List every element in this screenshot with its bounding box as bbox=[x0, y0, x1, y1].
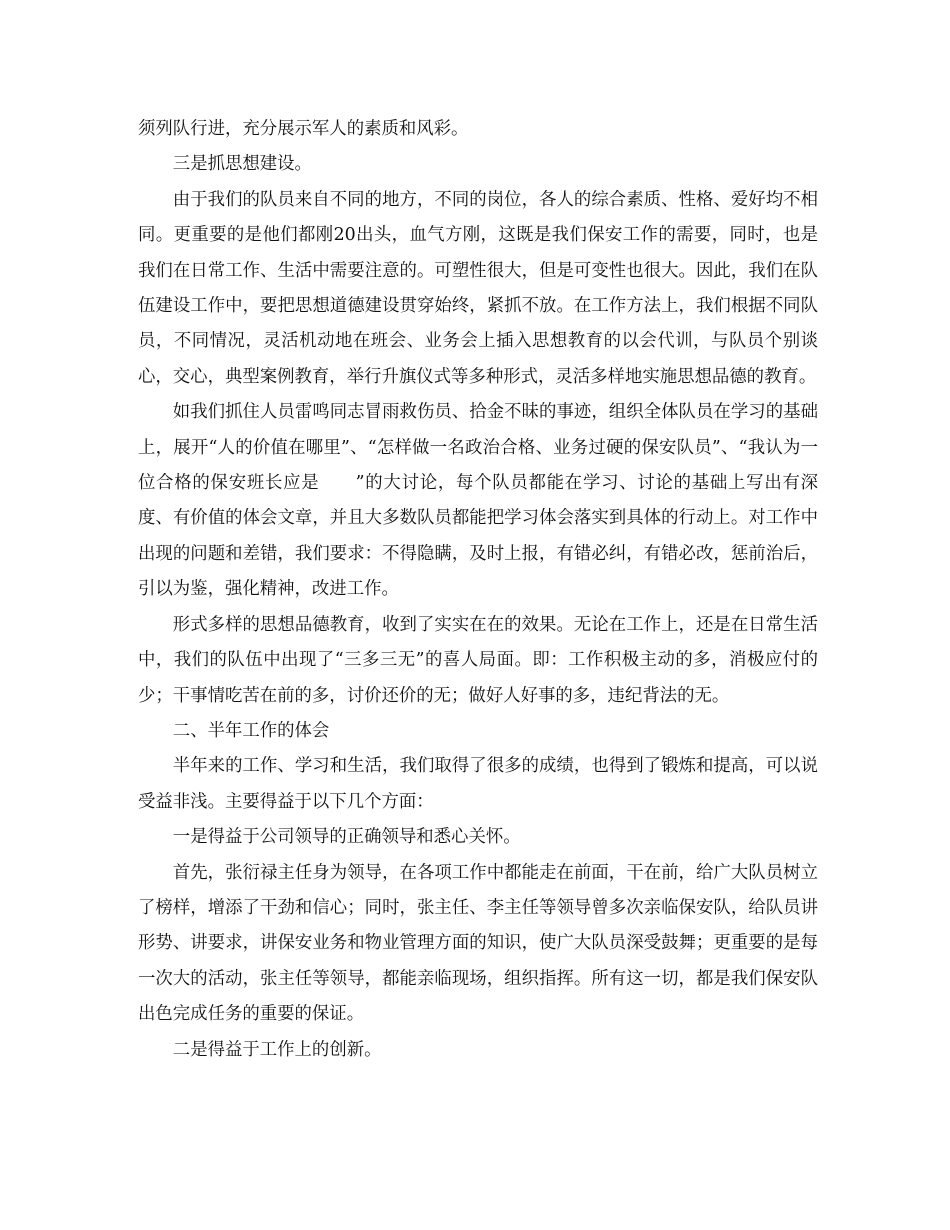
paragraph-heading-leadership: 一是得益于公司领导的正确领导和悉心关怀。 bbox=[172, 827, 521, 848]
paragraph: 首先，张衍禄主任身为领导，在各项工作中都能走在前面，干在前，给广大队员树立了榜样，增添了干劲和信心；同时，张主任、李主任等领导曾多次亲临保安队，给队员讲形势、讲要求，讲保安业务和物业管理方面的知识，使广大队员深受鼓舞；更重要的是每一次大的活动，张主任等领导，都能亲临现场，组织指挥。所有这一切，都是我们保安队出色完成任务的重要的保证。 bbox=[138, 862, 818, 1025]
paragraph-heading-innovation: 二是得益于工作上的创新。 bbox=[172, 1039, 382, 1060]
paragraph-heading-ideology: 三是抓思想建设。 bbox=[172, 154, 312, 175]
paragraph: 如我们抓住人员雷鸣同志冒雨救伤员、拾金不昧的事迹，组织全体队员在学习的基础上，展开“人的价值在哪里”、“怎样做一名政治合格、业务过硬的保安队员”、“我认为一位合格的保安班长应是 ”的大讨论，每个队员都能在学习、讨论的基础上写出有深度、有价值的体会文章，并且大多数队员都能把学习体会落实到具体的行动上。对工作中出现的问题和差错，我们要求：不得隐瞒，及时上报，有错必纠，有错必改，惩前治后，引以为鉴，强化精神，改进工作。 bbox=[138, 402, 818, 600]
document-body bbox=[138, 112, 818, 1068]
section-heading: 二、半年工作的体会 bbox=[172, 720, 330, 741]
paragraph-continuation: 须列队行进，充分展示军人的素质和风彩。 bbox=[138, 119, 469, 139]
paragraph: 由于我们的队员来自不同的地方，不同的岗位，各人的综合素质、性格、爱好均不相同。更重要的是他们都刚20出头，血气方刚，这既是我们保安工作的需要，同时，也是我们在日常工作、生活中需要注意的。可塑性很大，但是可变性也很大。因此，我们在队伍建设工作中，要把思想道德建设贯穿始终，紧抓不放。在工作方法上，我们根据不同队员，不同情况，灵活机动地在班会、业务会上插入思想教育的以会代训，与队员个别谈心，交心，典型案例教育，举行升旗仪式等多种形式，灵活多样地实施思想品德的教育。 bbox=[138, 189, 818, 387]
paragraph: 形式多样的思想品德教育，收到了实实在在的效果。无论在工作上，还是在日常生活中，我们的队伍中出现了“三多三无”的喜人局面。即：工作积极主动的多，消极应付的少；干事情吃苦在前的多，讨价还价的无；做好人好事的多，违纪背法的无。 bbox=[138, 614, 818, 706]
paragraph: 半年来的工作、学习和生活，我们取得了很多的成绩，也得到了锻炼和提高，可以说受益非浅。主要得益于以下几个方面： bbox=[138, 756, 818, 812]
